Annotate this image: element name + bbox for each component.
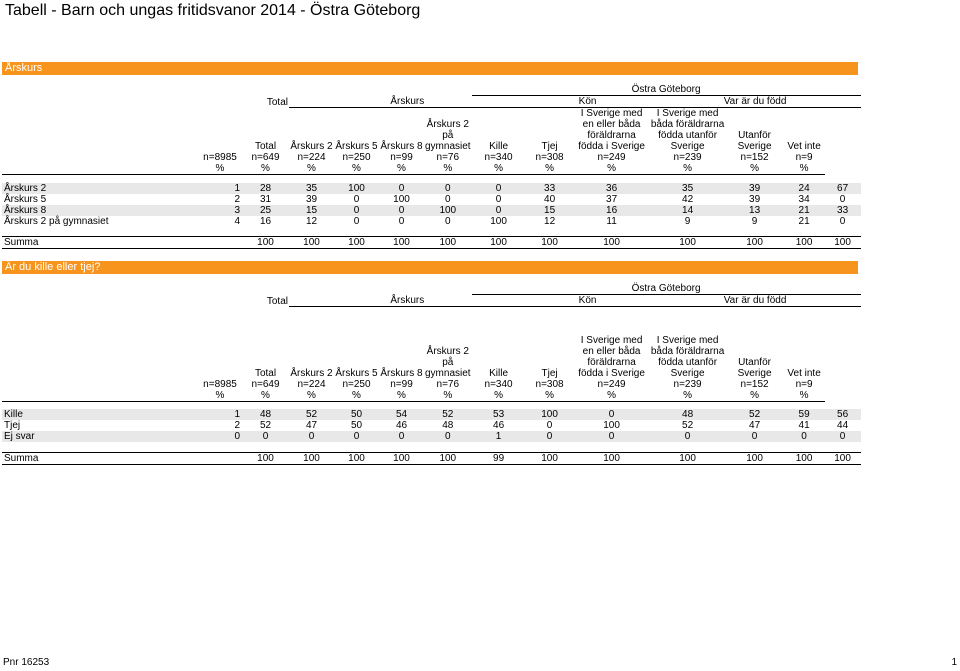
cell-value: 47 xyxy=(749,420,761,431)
pct-unit: % xyxy=(289,390,334,402)
cell-value: 0 xyxy=(424,431,472,442)
table-row xyxy=(2,216,861,227)
col-header: Årskurs 8 xyxy=(380,367,423,379)
col-header: Utanför Sverige xyxy=(737,356,772,379)
col-header: I Sverige med båda föräldrarna födda utanför Sverige xyxy=(650,108,725,152)
cell-value: 0 xyxy=(424,183,472,194)
cell-value: 52 xyxy=(259,420,272,431)
cell-value: 12 xyxy=(305,215,318,227)
summa-value: 100 xyxy=(574,452,650,464)
summa-value: 100 xyxy=(650,452,726,464)
cell-value: 24 xyxy=(784,183,825,194)
group-kon: Kön xyxy=(526,295,650,307)
cell-value: 0 xyxy=(334,431,379,442)
cell-value: 0 xyxy=(472,183,526,194)
region-header: Östra Göteborg xyxy=(472,283,861,295)
pct-unit: % xyxy=(784,163,825,175)
summa-label: Summa xyxy=(2,452,242,464)
row-label: Tjej xyxy=(4,420,21,431)
pnr-footer: Pnr 16253 xyxy=(3,657,50,668)
cell-value: 15 xyxy=(526,205,574,216)
summa-value: 100 xyxy=(574,237,650,249)
pct-unit: % xyxy=(379,390,424,402)
table-arskurs xyxy=(2,84,861,249)
cell-value: 35 xyxy=(650,183,726,194)
pct-unit: % xyxy=(242,390,289,402)
cell-value: 0 xyxy=(445,215,451,227)
cell-value: 0 xyxy=(726,431,784,442)
cell-value: 46 xyxy=(493,420,505,431)
cell-value: 48 xyxy=(650,409,726,420)
cell-value: 15 xyxy=(289,205,334,216)
summa-value: 100 xyxy=(784,452,825,464)
cell-value: 41 xyxy=(798,420,810,431)
table-row xyxy=(2,194,861,205)
pct-unit: % xyxy=(242,163,289,175)
col-header: Vet inte xyxy=(787,141,821,152)
summa-value: 100 xyxy=(379,237,424,249)
cell-value: 59 xyxy=(784,409,825,420)
region-header: Östra Göteborg xyxy=(472,84,861,96)
n-count: n=649 xyxy=(251,152,280,163)
table-row xyxy=(2,183,861,194)
cell-value: 21 xyxy=(784,205,825,216)
n-count: n=224 xyxy=(297,152,326,163)
cell-value: 100 xyxy=(603,420,620,431)
col-header: Total xyxy=(254,367,277,379)
table-row xyxy=(2,420,861,431)
col-header: Årskurs 2 på gymnasiet xyxy=(425,345,471,379)
pct-unit: % xyxy=(334,390,379,402)
cell-value: 35 xyxy=(289,183,334,194)
group-total: Total xyxy=(266,295,288,307)
n-count: n=99 xyxy=(390,152,413,163)
cell-value: 0 xyxy=(495,193,502,205)
col-header: Årskurs 2 xyxy=(290,141,333,152)
page-title: Tabell - Barn och ungas fritidsvanor 2014 - Östra Göteborg xyxy=(5,2,421,19)
cell-value: 14 xyxy=(650,205,726,216)
cell-value: 100 xyxy=(393,193,410,205)
pct-unit: % xyxy=(574,390,650,402)
cell-value: 67 xyxy=(825,183,861,194)
summa-value: 99 xyxy=(472,452,526,464)
cell-value: 52 xyxy=(682,420,694,431)
row-label: Årskurs 2 på gymnasiet xyxy=(4,215,109,227)
row-code: 1 xyxy=(198,183,242,194)
n-count: n=239 xyxy=(673,152,702,163)
cell-value: 0 xyxy=(784,431,825,442)
cell-value: 39 xyxy=(726,183,784,194)
summa-value: 100 xyxy=(526,452,574,464)
row-label: Kille xyxy=(2,409,198,420)
summa-value: 100 xyxy=(726,452,784,464)
col-header: I Sverige med en eller båda föräldrarna födda i Sverige xyxy=(578,108,645,152)
summa-value: 100 xyxy=(289,237,334,249)
cell-value: 100 xyxy=(526,409,574,420)
pct-unit: % xyxy=(784,390,825,402)
summa-value: 100 xyxy=(334,452,379,464)
n-count: n=99 xyxy=(390,378,413,390)
row-label: Årskurs 5 xyxy=(4,193,47,205)
pct-unit: % xyxy=(424,163,472,175)
cell-value: 0 xyxy=(825,431,861,442)
section-bar-kon: Är du kille eller tjej? xyxy=(2,261,858,274)
cell-value: 0 xyxy=(289,431,334,442)
pct-unit: % xyxy=(379,163,424,175)
cell-value: 0 xyxy=(242,431,289,442)
n-count: n=308 xyxy=(535,378,564,390)
cell-value: 16 xyxy=(259,215,272,227)
row-code: 3 xyxy=(198,205,242,216)
cell-value: 25 xyxy=(242,205,289,216)
cell-value: 9 xyxy=(751,215,758,227)
table-row xyxy=(2,431,861,442)
table-row xyxy=(2,205,861,216)
cell-value: 33 xyxy=(825,205,861,216)
n-count: n=8985 xyxy=(203,152,237,163)
col-header: Årskurs 8 xyxy=(380,141,423,152)
row-code: 0 xyxy=(198,431,242,442)
cell-value: 0 xyxy=(839,193,846,205)
n-count: n=649 xyxy=(251,378,280,390)
n-count: n=249 xyxy=(597,152,626,163)
cell-value: 54 xyxy=(379,409,424,420)
row-code: 4 xyxy=(234,215,240,227)
col-header: Årskurs 5 xyxy=(335,141,378,152)
summa-value: 100 xyxy=(379,452,424,464)
pct-unit: % xyxy=(198,163,242,175)
cell-value: 31 xyxy=(259,193,272,205)
cell-value: 11 xyxy=(606,215,617,227)
summa-value: 100 xyxy=(825,452,861,464)
cell-value: 0 xyxy=(472,205,526,216)
cell-value: 9 xyxy=(684,215,691,227)
n-count: n=76 xyxy=(436,378,460,390)
col-header: Total xyxy=(254,141,277,152)
cell-value: 50 xyxy=(350,420,363,431)
pct-unit: % xyxy=(650,163,726,175)
pct-unit: % xyxy=(650,390,726,402)
cell-value: 47 xyxy=(305,420,318,431)
summa-value: 100 xyxy=(289,452,334,464)
cell-value: 0 xyxy=(334,205,379,216)
cell-value: 28 xyxy=(242,183,289,194)
col-header: Kille xyxy=(489,367,509,379)
n-count: n=239 xyxy=(673,378,702,390)
group-fodd: Var är du född xyxy=(650,295,861,307)
col-header: Årskurs 2 på gymnasiet xyxy=(425,119,471,152)
pct-unit: % xyxy=(334,163,379,175)
table-kon xyxy=(2,283,861,465)
n-count: n=250 xyxy=(342,152,371,163)
cell-value: 39 xyxy=(749,193,761,205)
cell-value: 52 xyxy=(726,409,784,420)
col-header: Utanför Sverige xyxy=(737,130,772,152)
cell-value: 0 xyxy=(353,215,360,227)
summa-value: 100 xyxy=(526,237,574,249)
col-header: Årskurs 2 xyxy=(290,367,333,379)
cell-value: 40 xyxy=(544,193,556,205)
cell-value: 53 xyxy=(472,409,526,420)
cell-value: 0 xyxy=(445,193,451,205)
cell-value: 16 xyxy=(574,205,650,216)
pct-unit: % xyxy=(526,163,574,175)
summa-row xyxy=(2,452,861,464)
summa-value: 100 xyxy=(726,237,784,249)
summa-row xyxy=(2,237,861,249)
summa-value: 100 xyxy=(242,237,289,249)
pct-unit: % xyxy=(574,163,650,175)
group-fodd: Var är du född xyxy=(650,96,861,108)
cell-value: 0 xyxy=(839,215,846,227)
pct-unit: % xyxy=(726,163,784,175)
group-kon: Kön xyxy=(526,96,650,108)
cell-value: 0 xyxy=(650,431,726,442)
cell-value: 0 xyxy=(353,193,360,205)
cell-value: 0 xyxy=(379,431,424,442)
col-header: Tjej xyxy=(541,141,558,152)
cell-value: 21 xyxy=(798,215,810,227)
cell-value: 36 xyxy=(574,183,650,194)
cell-value: 39 xyxy=(305,193,318,205)
cell-value: 44 xyxy=(837,420,849,431)
row-code: 2 xyxy=(234,420,240,431)
summa-label: Summa xyxy=(2,237,242,249)
pct-unit: % xyxy=(526,390,574,402)
cell-value: 0 xyxy=(574,431,650,442)
n-count: n=308 xyxy=(535,152,564,163)
row-label: Årskurs 8 xyxy=(2,205,198,216)
group-total: Total xyxy=(266,96,288,108)
col-header: Kille xyxy=(489,141,509,152)
cell-value: 100 xyxy=(334,183,379,194)
group-arskurs: Årskurs xyxy=(289,295,526,307)
col-header: Årskurs 5 xyxy=(335,367,378,379)
row-label: Ej svar xyxy=(2,431,198,442)
n-count: n=9 xyxy=(795,378,813,390)
n-count: n=76 xyxy=(436,152,460,163)
cell-value: 46 xyxy=(395,420,408,431)
summa-value: 100 xyxy=(424,452,472,464)
cell-value: 37 xyxy=(606,193,618,205)
cell-value: 42 xyxy=(682,193,694,205)
page-number: 1 xyxy=(951,657,957,668)
pct-unit: % xyxy=(472,390,526,402)
n-count: n=340 xyxy=(484,152,513,163)
n-count: n=340 xyxy=(484,378,513,390)
row-label: Årskurs 2 xyxy=(2,183,198,194)
summa-value: 100 xyxy=(650,237,726,249)
summa-value: 100 xyxy=(424,237,472,249)
n-count: n=152 xyxy=(740,152,769,163)
n-count: n=249 xyxy=(597,378,626,390)
cell-value: 52 xyxy=(289,409,334,420)
group-arskurs: Årskurs xyxy=(289,96,526,108)
cell-value: 0 xyxy=(398,215,405,227)
table-row xyxy=(2,409,861,420)
pct-unit: % xyxy=(472,163,526,175)
cell-value: 52 xyxy=(424,409,472,420)
n-count: n=8985 xyxy=(203,378,237,390)
cell-value: 0 xyxy=(379,183,424,194)
cell-value: 0 xyxy=(526,431,574,442)
cell-value: 0 xyxy=(379,205,424,216)
pct-unit: % xyxy=(726,390,784,402)
cell-value: 50 xyxy=(334,409,379,420)
section-bar-arskurs: Årskurs xyxy=(2,62,858,75)
n-count: n=9 xyxy=(795,152,813,163)
cell-value: 48 xyxy=(442,420,454,431)
summa-value: 100 xyxy=(242,452,289,464)
row-code: 1 xyxy=(198,409,242,420)
cell-value: 100 xyxy=(490,215,507,227)
summa-value: 100 xyxy=(472,237,526,249)
n-count: n=250 xyxy=(342,378,371,390)
pct-unit: % xyxy=(424,390,472,402)
n-count: n=152 xyxy=(740,378,769,390)
col-header: I Sverige med båda föräldrarna födda utanför Sverige xyxy=(650,334,725,379)
cell-value: 0 xyxy=(546,420,553,431)
col-header: I Sverige med en eller båda föräldrarna födda i Sverige xyxy=(578,334,645,379)
row-code: 2 xyxy=(234,193,240,205)
cell-value: 1 xyxy=(472,431,526,442)
cell-value: 33 xyxy=(526,183,574,194)
pct-unit: % xyxy=(289,163,334,175)
cell-value: 13 xyxy=(726,205,784,216)
summa-value: 100 xyxy=(334,237,379,249)
col-header: Tjej xyxy=(541,367,558,379)
cell-value: 12 xyxy=(544,215,556,227)
summa-value: 100 xyxy=(825,237,861,249)
cell-value: 0 xyxy=(574,409,650,420)
cell-value: 48 xyxy=(242,409,289,420)
pct-unit: % xyxy=(198,390,242,402)
col-header: Vet inte xyxy=(787,367,821,379)
summa-value: 100 xyxy=(784,237,825,249)
n-count: n=224 xyxy=(297,378,326,390)
cell-value: 34 xyxy=(798,193,810,205)
cell-value: 100 xyxy=(424,205,472,216)
cell-value: 56 xyxy=(825,409,861,420)
